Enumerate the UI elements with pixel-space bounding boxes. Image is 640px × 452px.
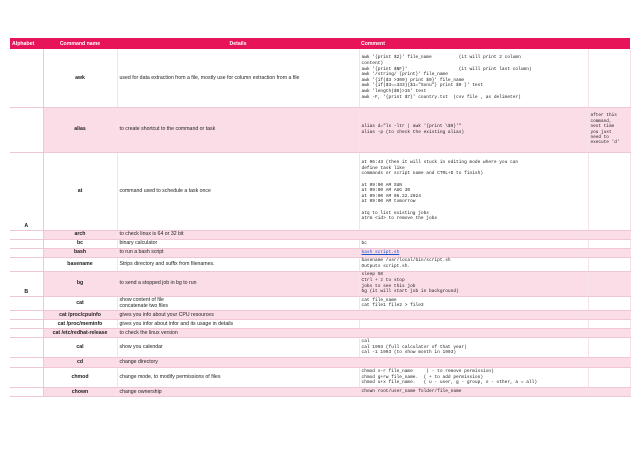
alphabet-cell: A: [10, 152, 43, 230]
details-cell: to check the linux version: [117, 328, 359, 337]
command-name-cell: cat: [43, 296, 117, 310]
alphabet-cell: [10, 387, 43, 396]
table-row: [10, 387, 630, 396]
command-name-cell: cat /etc/redhat-release: [43, 328, 117, 337]
command-name-cell: alias: [43, 107, 117, 152]
alphabet-cell: [10, 328, 43, 337]
details-cell: to create shortcut to the command or task: [117, 107, 359, 152]
note-cell: [588, 152, 630, 230]
comment-cell: [359, 230, 588, 239]
command-name-cell: cal: [43, 337, 117, 357]
command-table: [10, 38, 631, 397]
note-cell: [588, 271, 630, 296]
note-cell: [588, 319, 630, 328]
note-cell: [588, 257, 630, 271]
comment-cell: cal cal 1993 (full calculator of that year) cal -1 1993 (to show month in 1993): [359, 337, 588, 357]
alphabet-cell: [10, 296, 43, 310]
details-cell: change mode, to modify permissions of files: [117, 367, 359, 387]
command-name-cell: bash: [43, 248, 117, 257]
details-cell: to check linux is 64 or 32 bit: [117, 230, 359, 239]
comment-cell: basename /usr/local/bin/script.sh Outputs script.sh.: [359, 257, 588, 271]
command-name-cell: bg: [43, 271, 117, 296]
command-name-cell: basename: [43, 257, 117, 271]
header-comment: Comment: [359, 38, 588, 49]
details-cell: show content of file concatenate two files: [117, 296, 359, 310]
alphabet-cell: [10, 248, 43, 257]
note-cell: [588, 49, 630, 107]
command-name-cell: bc: [43, 239, 117, 248]
alphabet-cell: [10, 107, 43, 152]
details-cell: change ownership: [117, 387, 359, 396]
table-row: [10, 296, 630, 310]
note-cell: [588, 230, 630, 239]
header-command: Command name: [43, 38, 117, 49]
header-details: Details: [117, 38, 359, 49]
alphabet-cell: [10, 257, 43, 271]
alphabet-cell: [10, 367, 43, 387]
table-row: [10, 310, 630, 319]
script-link[interactable]: bash script.sh: [361, 249, 400, 255]
note-cell: [588, 357, 630, 367]
note-cell: [588, 387, 630, 396]
alphabet-cell: [10, 357, 43, 367]
comment-cell: [359, 310, 588, 319]
table-row: [10, 337, 630, 357]
command-name-cell: awk: [43, 49, 117, 107]
comment-cell: [359, 319, 588, 328]
comment-cell: chown root/user_name folder/file_name: [359, 387, 588, 396]
comment-cell: sleep 50 Ctrl + z to stop jobs to see this job bg (it will start job in background): [359, 271, 588, 296]
table-row: [10, 357, 630, 367]
command-name-cell: at: [43, 152, 117, 230]
note-cell: [588, 337, 630, 357]
details-cell: to run a bash script: [117, 248, 359, 257]
table-row: [10, 152, 630, 230]
details-cell: gives you info about your CPU resources: [117, 310, 359, 319]
command-name-cell: arch: [43, 230, 117, 239]
alphabet-cell: [10, 230, 43, 239]
details-cell: used for data extraction from a file, mostly use for column extraction from a file: [117, 49, 359, 107]
alphabet-cell: [10, 319, 43, 328]
header-extra: [588, 38, 630, 49]
comment-cell: chmod o-r file_name ( - to remove permission) chmod g+rw file_name. ( + to add permission) chmod u+x file_name. ( u - user, g - group, o - other, a = all): [359, 367, 588, 387]
comment-cell: [359, 248, 588, 257]
table-row: [10, 230, 630, 239]
note-cell: after this command, next time you just need to execute 'd': [588, 107, 630, 152]
table-row: [10, 319, 630, 328]
note-cell: [588, 310, 630, 319]
command-name-cell: chown: [43, 387, 117, 396]
comment-cell: bc: [359, 239, 588, 248]
command-name-cell: chmod: [43, 367, 117, 387]
command-name-cell: cat /proc/cpuinfo: [43, 310, 117, 319]
comment-cell: [359, 328, 588, 337]
note-cell: [588, 367, 630, 387]
details-cell: binary calculator: [117, 239, 359, 248]
table-row: [10, 367, 630, 387]
note-cell: [588, 296, 630, 310]
header-row: [10, 38, 630, 49]
details-cell: change directory: [117, 357, 359, 367]
details-cell: Strips directory and suffix from filenames.: [117, 257, 359, 271]
table-row: [10, 248, 630, 257]
table-body: [10, 49, 630, 396]
note-cell: [588, 248, 630, 257]
command-name-cell: cd: [43, 357, 117, 367]
table-row: [10, 271, 630, 296]
alphabet-cell: [10, 310, 43, 319]
alphabet-cell: B: [10, 271, 43, 296]
note-cell: [588, 239, 630, 248]
table-row: [10, 257, 630, 271]
details-cell: to send a stopped job in bg to run: [117, 271, 359, 296]
table-row: [10, 328, 630, 337]
table-row: [10, 107, 630, 152]
table-row: [10, 49, 630, 107]
note-cell: [588, 328, 630, 337]
comment-cell: [359, 357, 588, 367]
alphabet-cell: [10, 337, 43, 357]
comment-cell: cat file_name cat file1 file2 > file3: [359, 296, 588, 310]
header-alphabet: Alphabet: [10, 38, 43, 49]
details-cell: command used to schedule a task once: [117, 152, 359, 230]
comment-cell: at 06:43 (then it will stuck in editing mode where you can define task like commands or script name and CTRL+D to finish) at 09:00 AM SUN at 09:00 AM AUG 30 at 09:00 AM 06.22.2024 at 09:00 AM tomorrow atq to list existing jobs atrm <id> to remove the jobs: [359, 152, 588, 230]
command-name-cell: cat /proc/meminfo: [43, 319, 117, 328]
alphabet-cell: [10, 239, 43, 248]
comment-cell: awk '{print $2}' file_name (it will print 2 column content) awk '{print $NF}' (it will print last column) awk '/string/ {print}' file_name awk '{if($3 >300) print $0}' file_name awk '{if($3==333){$1="Sonu"} print $0 }' test awk 'length($0)>15' test awk -F, '{print $7}' country.txt (csv file , as delimeter): [359, 49, 588, 107]
table-row: [10, 239, 630, 248]
comment-cell: alias d="ls -ltr | awk '{print \$9}'" alias -p (to check the existing alias): [359, 107, 588, 152]
details-cell: gives you infor about infor and its usage in details: [117, 319, 359, 328]
alphabet-cell: [10, 49, 43, 107]
details-cell: show you calendar: [117, 337, 359, 357]
